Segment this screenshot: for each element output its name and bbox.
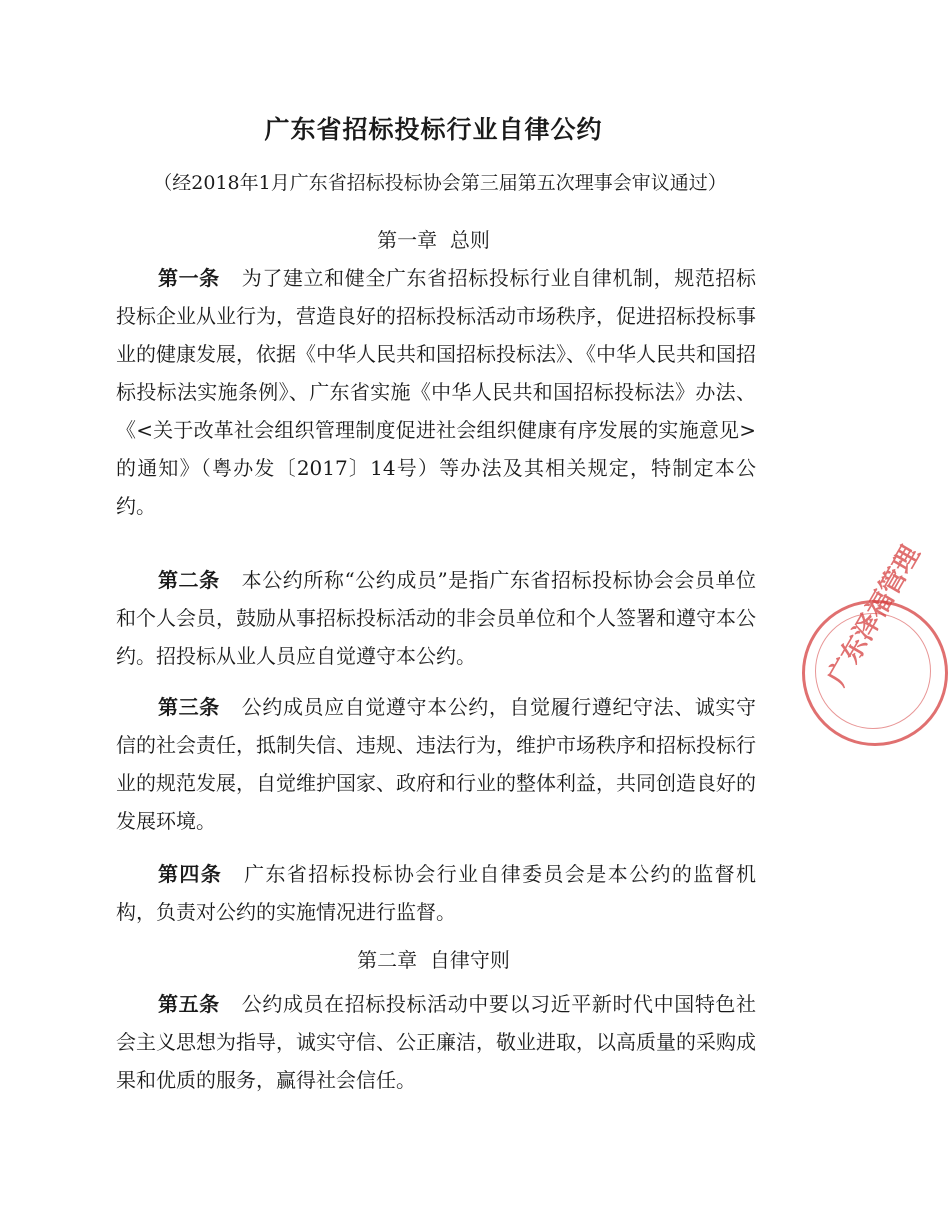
article-3 <box>116 688 756 840</box>
seal-lettering: 广东泽福管理 <box>822 540 927 691</box>
article-4 <box>116 855 756 931</box>
chapter-heading: 第二章 自律守则 <box>357 948 510 972</box>
article-text: 广东省招标投标协会行业自律委员会是本公约的监督机构，负责对公约的实施情况进行监督。 <box>116 862 757 924</box>
article-text: 本公约所称“公约成员”是指广东省招标投标协会会员单位和个人会员，鼓励从事招标投标活动的非会员单位和个人签署和遵守本公约。招投标从业人员应自觉遵守本公约。 <box>116 568 757 668</box>
article-2 <box>116 561 756 675</box>
article-label: 第四条 <box>158 862 223 886</box>
article-label: 第三条 <box>158 695 220 719</box>
company-seal <box>802 540 948 746</box>
article-label: 第二条 <box>158 568 220 592</box>
article-text: 为了建立和健全广东省招标投标行业自律机制，规范招标投标企业从业行为，营造良好的招标投标活动市场秩序，促进招标投标事业的健康发展，依据《中华人民共和国招标投标法》、《中华人民共和国招标投标法实施条例》、广东省实施《中华人民共和国招标投标法》办法、《<关于改革社会组织管理制度促进社会组织健康有序发展的实施意见>的通知》（粤办发〔2017〕14号）等办法及其相关规定，特制定本公约。 <box>116 266 757 518</box>
chapter-heading: 第一章 总则 <box>377 228 490 252</box>
article-label: 第五条 <box>158 992 220 1016</box>
article-1 <box>116 259 756 525</box>
article-label: 第一条 <box>158 266 220 290</box>
article-text: 公约成员应自觉遵守本公约，自觉履行遵纪守法、诚实守信的社会责任，抵制失信、违规、违法行为，维护市场秩序和招标投标行业的规范发展，自觉维护国家、政府和行业的整体利益，共同创造良好的发展环境。 <box>116 695 757 833</box>
document-title: 广东省招标投标行业自律公约 <box>264 115 603 144</box>
document-subtitle: （经2018年1月广东省招标投标协会第三届第五次理事会审议通过） <box>153 172 727 194</box>
article-5 <box>116 985 756 1099</box>
article-text: 公约成员在招标投标活动中要以习近平新时代中国特色社会主义思想为指导，诚实守信、公正廉洁，敬业进取，以高质量的采购成果和优质的服务，赢得社会信任。 <box>116 992 757 1092</box>
